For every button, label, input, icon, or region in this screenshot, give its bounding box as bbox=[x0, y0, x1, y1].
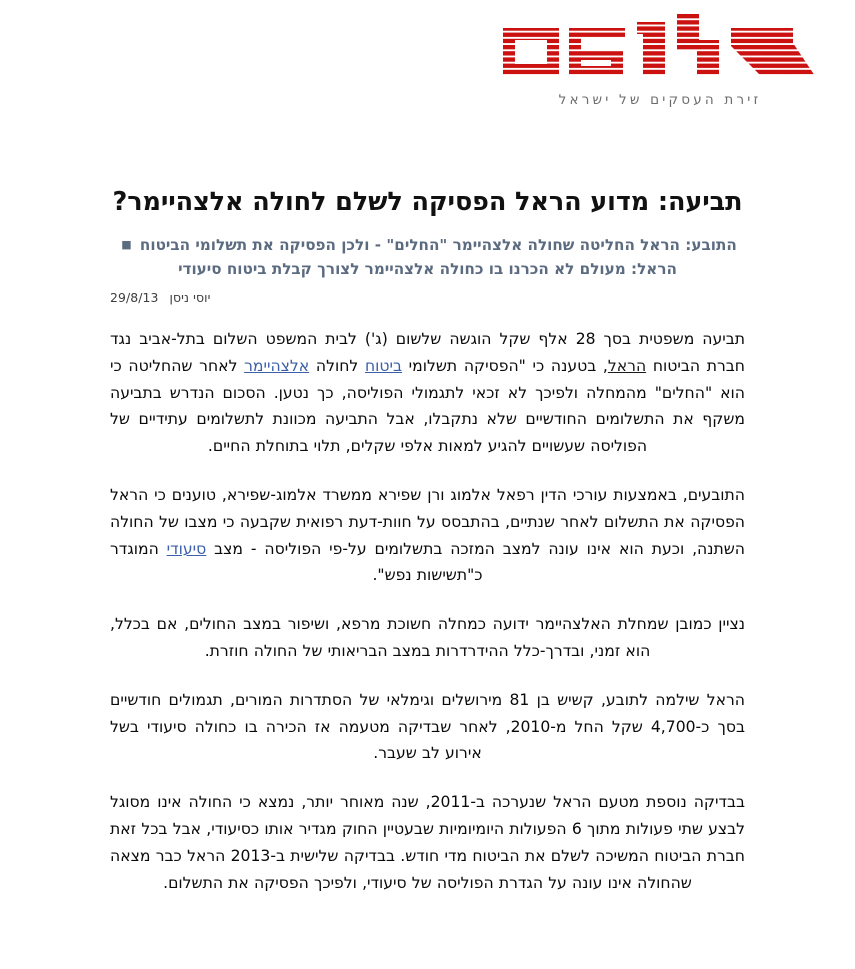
paragraph-text: לאחר שהחליטה כי הוא "החלים" מהמחלה ולפיכך לא זכאי לתגמולי הפוליסה, כך נטען. הסכום הנדרש בתביעה משקף את התשלומים החודשיים שלא נתקבלו, אבל התביעה מכוונת לתשלומים עתידיים של הפוליסה שעשויים להגיע למאות אלפי שקלים, תלוי בתוחלת החיים. bbox=[110, 356, 745, 456]
article-container bbox=[0, 186, 855, 897]
paragraph-text: התובעים, באמצעות עורכי הדין רפאל אלמוג ורן שפירא ממשרד אלמוג-שפירא, טוענים כי הראל הפסיקה את התשלום לאחר שנתיים, בהתבסס על חוות-דעת רפואית שקבעה כי מצבו של החולה השתנה, וכעת הוא אינו עונה למצב המזכה בתשלומים על-פי הפוליסה - מצב bbox=[110, 485, 745, 558]
subhead-square-separator: ■ bbox=[121, 238, 132, 252]
paragraph-text: לחולה bbox=[309, 356, 365, 375]
paragraph-text: בבדיקה נוספת מטעם הראל שנערכה ב-2011, שנה מאוחר יותר, נמצא כי החולה אינו מסוגל לבצע שתי פעולות מתוך 6 הפעולות היומיומיות שבעטיין החוק מגדיר אותו כסיעודי, אבל בכל זאת חברת הביטוח המשיכה לשלם את הביטוח מדי חודש. בבדיקה שלישית ב-2013 הראל כבר מצאה שהחולה אינו עונה על הגדרת הפוליסה של סיעודי, ולפיכך הפסיקה את התשלום. bbox=[110, 793, 746, 892]
article-paragraph bbox=[110, 687, 745, 767]
article-paragraph bbox=[110, 611, 745, 665]
article-paragraph bbox=[110, 326, 745, 460]
site-tagline: זירת העסקים של ישראל bbox=[558, 92, 762, 108]
site-masthead bbox=[0, 0, 855, 150]
inline-link[interactable]: ביטוח bbox=[364, 356, 402, 375]
article-subheadline bbox=[110, 233, 745, 282]
byline-author[interactable]: יוסי ניסן bbox=[169, 289, 211, 305]
paragraph-text: הראל שילמה לתובע, קשיש בן 81 מירושלים וגימלאי של הסתדרות המורים, תגמולים חודשיים בסך כ-4,700 שקל החל מ-2010, לאחר שבדיקה מטעמה אז הכירה בו כחולה סיעודי בשל אירוע לב שעבר. bbox=[110, 690, 745, 763]
inline-link[interactable]: סיעודי bbox=[166, 539, 207, 558]
subhead-part-b: ולכן הפסיקה את תשלומי הביטוח bbox=[139, 235, 370, 254]
paragraph-text: תביעה משפטית בסך 28 אלף שקל הוגשה שלשום (ג') לבית המשפט השלום בתל-אביב נגד חברת הביטוח bbox=[110, 329, 746, 375]
site-logo[interactable] bbox=[483, 14, 833, 108]
article-body bbox=[110, 326, 745, 897]
subhead-line-1 bbox=[135, 236, 737, 254]
subhead-line-2: הראל: מעולם לא הכרנו בו כחולה אלצהיימר לצורך קבלת ביטוח סיעודי bbox=[178, 260, 677, 279]
paragraph-text: נציין כמובן שמחלת האלצהיימר ידועה כמחלה חשוכת מרפא, ושיפור במצב החולים, אם בכלל, הוא זמני, ובדרך-כלל ההידרדרות במצב הבריאותי של החולה חוזרת. bbox=[110, 615, 745, 660]
article-paragraph bbox=[110, 482, 745, 589]
byline bbox=[110, 290, 745, 305]
subhead-part-a: התובע: הראל החליטה שחולה אלצהיימר "החלים" bbox=[386, 235, 737, 254]
byline-date: 29/8/13 bbox=[110, 289, 159, 305]
inline-link[interactable]: הראל bbox=[607, 356, 647, 375]
article-headline: תביעה: מדוע הראל הפסיקה לשלם לחולה אלצהיימר? bbox=[112, 187, 743, 217]
article-paragraph bbox=[110, 789, 745, 896]
paragraph-text: המוגדר כ"תשישות נפש". bbox=[110, 539, 483, 585]
paragraph-text: , בטענה כי "הפסיקה תשלומי bbox=[402, 356, 608, 375]
globes-logo-icon bbox=[493, 14, 833, 86]
subhead-dash-separator: - bbox=[374, 235, 382, 254]
inline-link[interactable]: אלצהיימר bbox=[244, 356, 310, 375]
